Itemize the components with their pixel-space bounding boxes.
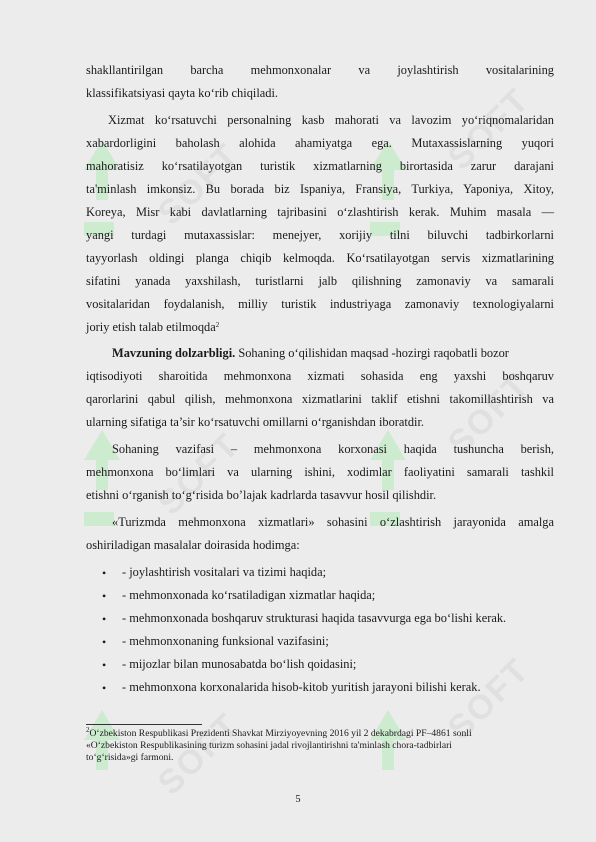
paragraph-line: oshiriladigan masalalar doirasida hodimga:	[86, 538, 300, 552]
paragraph-line: shakllantirilgan barcha mehmonxonalar va joylashtirish vositalarining	[86, 63, 554, 77]
watermark-text: SOFT	[150, 705, 248, 803]
watermark-text: SOFT	[440, 365, 538, 463]
paragraph-line: klassifikatsiyasi qayta ko‘rib chiqiladi.	[86, 86, 279, 100]
footnote-text: O‘zbekiston Respublikasi Prezidenti Shavkat Mirziyoyevning 2016 yil 2 dekabrdagi PF–4861 sonli	[89, 728, 472, 739]
paragraph-line: Sohaning vazifasi – mehmonxona korxonasi haqida tushuncha berish,	[112, 442, 554, 456]
footnote-line	[86, 728, 554, 740]
footnote-number: 2	[86, 726, 90, 734]
list-item: - mijozlar bilan munosabatda bo‘lish qoidasini;	[122, 657, 357, 671]
paragraph-line: Koreya, Misr kabi davlatlarning tajribasini o‘zlashtirish kerak. Muhim masala —	[86, 205, 554, 219]
paragraph-line: tayyorlash oldingi planga chiqib kelmoqda. Ko‘rsatilayotgan servis xizmatlarining	[86, 251, 554, 265]
paragraph-text: Sohaning o‘qilishidan maqsad -hozirgi raqobatli bozor	[238, 346, 509, 360]
paragraph-line: xabardorligini baholash alohida ahamiyatga ega. Mutaxassislarning yuqori	[86, 136, 554, 150]
paragraph-line: mahoratisiz ko‘rsatilayotgan turistik xizmatlarning birortasida zarur darajani	[86, 159, 554, 173]
paragraph-text: joriy etish talab etilmoqda	[86, 320, 216, 334]
watermark-text: SOFT	[150, 135, 248, 233]
list-item: - mehmonxona korxonalarida hisob-kitob yuritish jarayoni bilishi kerak.	[122, 680, 481, 694]
bullet-icon: •	[102, 658, 107, 672]
watermark-text: SOFT	[440, 650, 538, 748]
paragraph-line: etishni o‘rganish to‘g‘risida bo’lajak kadrlarda tasavvur hosil qilishdir.	[86, 488, 437, 502]
list-item: - mehmonxonada ko‘rsatiladigan xizmatlar haqida;	[122, 588, 376, 602]
paragraph-line: qarorlarini qabul qilish, mehmonxona xizmatlarini taklif etishni takomillashtirish va	[86, 392, 554, 406]
bullet-icon: •	[102, 589, 107, 603]
footnote-line: «O‘zbekiston Respublikasining turizm sohasini jadal rivojlantirishni ta'minlash chora-tadbirlari	[86, 740, 452, 751]
bullet-icon: •	[102, 681, 107, 695]
page-number: 5	[295, 794, 301, 805]
paragraph-line	[112, 345, 554, 361]
paragraph-line: vositalaridan foydalanish, milliy turistik industriyaga zamonaviy texnologiyalarni	[86, 297, 554, 311]
paragraph-line: yangi turdagi mutaxassislar: menejyer, xorijiy tilni biluvchi tadbirkorlarni	[86, 228, 554, 242]
watermark-text: SOFT	[150, 425, 248, 523]
bullet-icon: •	[102, 635, 107, 649]
section-heading: Mavzuning dolzarbligi.	[112, 346, 236, 360]
footnote-reference[interactable]: 2	[215, 321, 220, 329]
list-item: - joylashtirish vositalari va tizimi haqida;	[122, 565, 327, 579]
paragraph-line: «Turizmda mehmonxona xizmatlari» sohasini o‘zlashtirish jarayonida amalga	[112, 515, 554, 529]
paragraph-line: sifatini yanada yaxshilash, turistlarni jalb qilishning zamonaviy va samarali	[86, 274, 554, 288]
list-item: - mehmonxonaning funksional vazifasini;	[122, 634, 329, 648]
paragraph-line: Xizmat ko‘rsatuvchi personalning kasb mahorati va lavozim yo‘riqnomalaridan	[108, 113, 554, 127]
paragraph-line: iqtisodiyoti sharoitida mehmonxona xizmati sohasida eng yaxshi boshqaruv	[86, 369, 554, 383]
footnote-divider	[86, 724, 202, 725]
footnote-line: to‘g‘risida»gi farmoni.	[86, 752, 174, 763]
paragraph-line	[86, 319, 554, 335]
paragraph-line: ta'minlash imkonsiz. Bu borada biz Ispaniya, Fransiya, Turkiya, Yaponiya, Xitoy,	[86, 182, 554, 196]
bullet-icon: •	[102, 566, 107, 580]
paragraph-line: mehmonxona bo‘limlari va ularning ishini, xodimlar faoliyatini samarali tashkil	[86, 465, 554, 479]
bullet-icon: •	[102, 612, 107, 626]
paragraph-line: ularning sifatiga ta’sir ko‘rsatuvchi omillarni o‘rganishdan iboratdir.	[86, 415, 425, 429]
watermark-text: SOFT	[440, 80, 538, 178]
list-item: - mehmonxonada boshqaruv strukturasi haqida tasavvurga ega bo‘lishi kerak.	[122, 611, 507, 625]
